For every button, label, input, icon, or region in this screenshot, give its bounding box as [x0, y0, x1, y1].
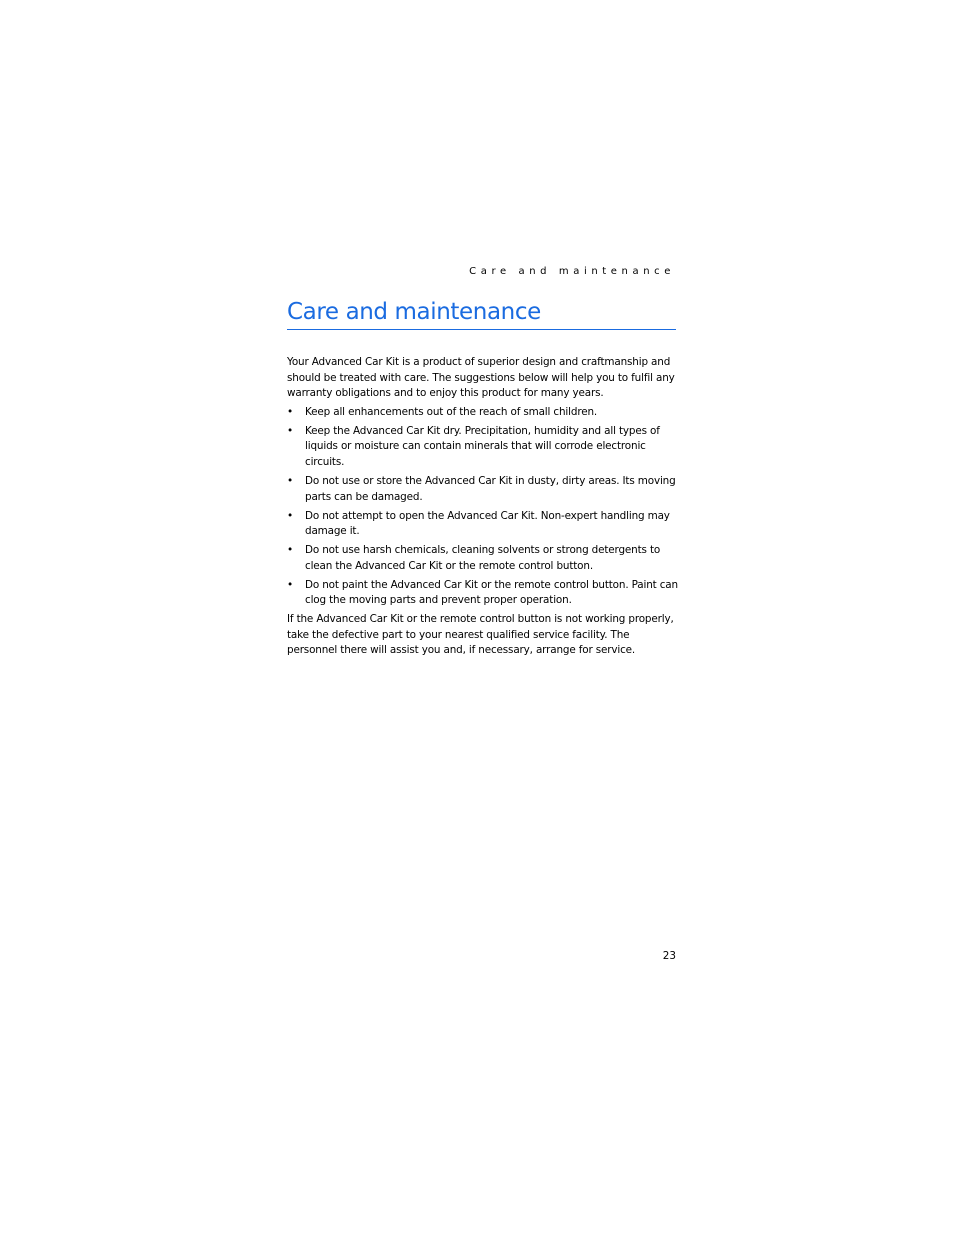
- list-item-text: Do not paint the Advanced Car Kit or the remote control button. Paint can clog the moving parts and prevent proper operation.: [305, 578, 678, 607]
- list-item-text: Do not attempt to open the Advanced Car Kit. Non-expert handling may damage it.: [305, 509, 670, 538]
- list-item: [287, 405, 679, 421]
- page-number: 23: [662, 950, 676, 962]
- list-item: [287, 543, 679, 574]
- running-header: Care and maintenance: [469, 266, 675, 277]
- list-item-text: Keep all enhancements out of the reach of small children.: [305, 405, 598, 418]
- list-item: [287, 474, 679, 505]
- page-title: Care and maintenance: [287, 296, 676, 330]
- outro-paragraph: If the Advanced Car Kit or the remote control button is not working properly, take the defective part to your nearest qualified service facility. The personnel there will assist you and, if necessary, arrange for service.: [287, 613, 674, 657]
- bullet-icon: •: [287, 405, 293, 418]
- bullet-icon: •: [287, 509, 293, 522]
- list-item: [287, 424, 679, 471]
- list-item: [287, 509, 679, 540]
- bullet-icon: •: [287, 424, 293, 437]
- bullet-icon: •: [287, 544, 293, 557]
- care-tips-list: [287, 405, 679, 609]
- bullet-icon: •: [287, 474, 293, 487]
- body-content: [287, 355, 679, 659]
- list-item-text: Do not use or store the Advanced Car Kit in dusty, dirty areas. Its moving parts can be damaged.: [305, 474, 676, 503]
- intro-paragraph: Your Advanced Car Kit is a product of superior design and craftmanship and should be treated with care. The suggestions below will help you to fulfil any warranty obligations and to enjoy this product for many years.: [287, 356, 675, 400]
- list-item-text: Do not use harsh chemicals, cleaning solvents or strong detergents to clean the Advanced Car Kit or the remote control button.: [305, 544, 661, 572]
- list-item-text: Keep the Advanced Car Kit dry. Precipitation, humidity and all types of liquids or moisture can contain minerals that will corrode electronic circuits.: [305, 424, 660, 468]
- list-item: [287, 578, 679, 609]
- bullet-icon: •: [287, 578, 293, 591]
